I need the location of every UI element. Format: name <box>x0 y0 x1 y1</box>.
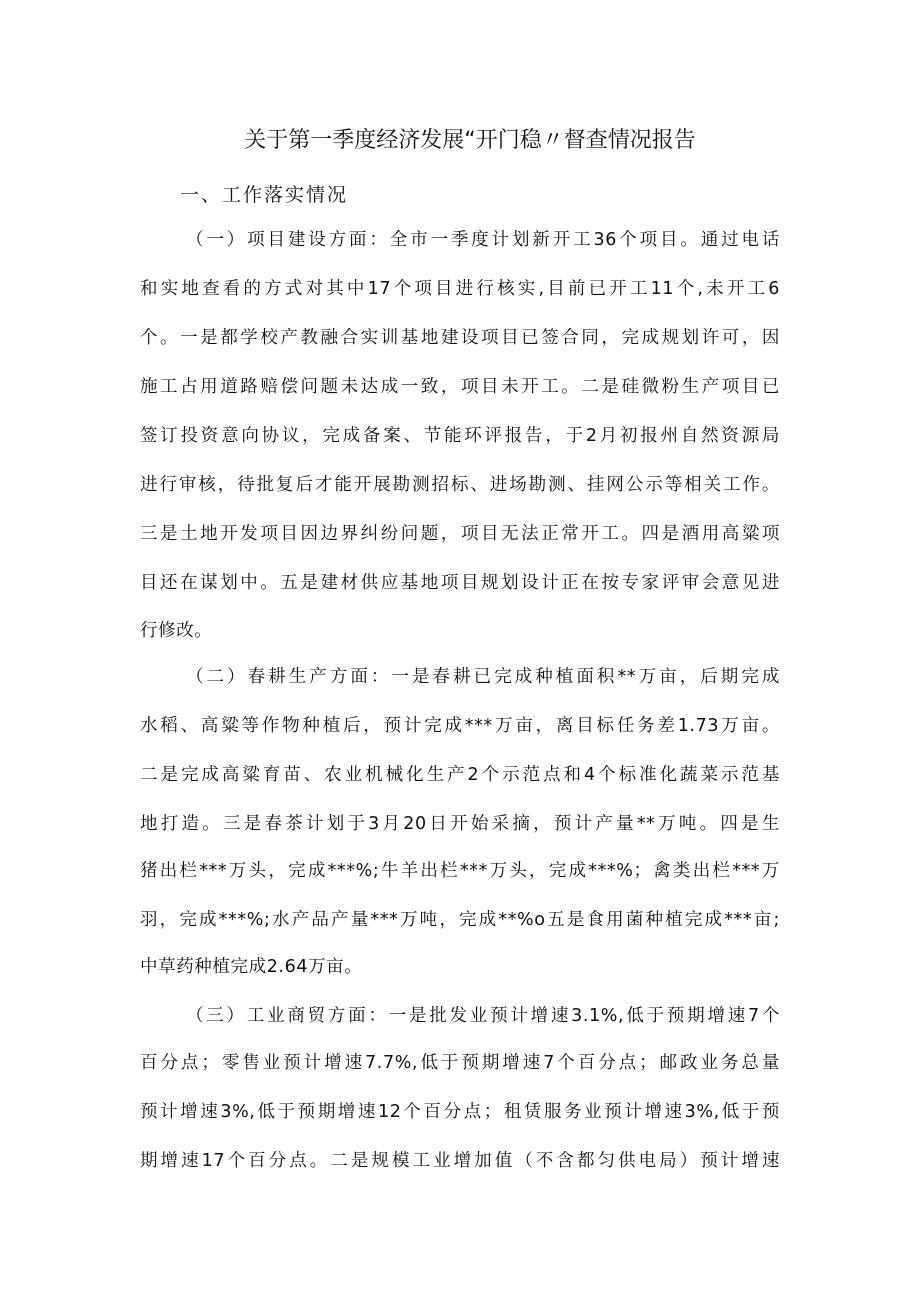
paragraph-line: 二是完成高粱育苗、农业机械化生产2个示范点和4个标准化蔬菜示范基 <box>140 765 780 785</box>
paragraph-line: 期增速17个百分点。二是规模工业增加值（不含都匀供电局）预计增速 <box>140 1151 780 1171</box>
paragraph-line: 目还在谋划中。五是建材供应基地项目规划设计正在按专家评审会意见进 <box>140 573 780 593</box>
paragraph-line: 进行审核，待批复后才能开展勘测招标、进场勘测、挂网公示等相关工作。 <box>140 475 780 495</box>
paragraph-line: （二）春耕生产方面：一是春耕已完成种植面积**万亩，后期完成 <box>186 667 780 687</box>
paragraph-line: 三是土地开发项目因边界纠纷问题，项目无法正常开工。四是酒用高粱项 <box>140 524 780 544</box>
paragraph-line: 和实地查看的方式对其中17个项目进行核实,目前已开工11个,未开工6 <box>140 279 780 299</box>
paragraph-line: （一）项目建设方面：全市一季度计划新开工36个项目。通过电话 <box>186 230 780 250</box>
paragraph-line: 羽，完成***%;水产品产量***万吨，完成**%o五是食用菌种植完成***亩; <box>140 910 780 930</box>
paragraph-line: 施工占用道路赔偿问题未达成一致，项目未开工。二是硅微粉生产项目已 <box>140 377 780 397</box>
paragraph-line: 百分点；零售业预计增速7.7%,低于预期增速7个百分点；邮政业务总量 <box>140 1053 780 1073</box>
paragraph-line: （三）工业商贸方面：一是批发业预计增速3.1%,低于预期增速7个 <box>186 1006 780 1026</box>
document-title: 关于第一季度经济发展“开门稳〃督查情况报告 <box>244 128 696 153</box>
paragraph-line: 中草药种植完成2.64万亩。 <box>140 957 363 977</box>
section-heading: 一、工作落实情况 <box>180 184 349 206</box>
paragraph-line: 水稻、高粱等作物种植后，预计完成***万亩，离目标任务差1.73万亩。 <box>140 716 780 736</box>
paragraph-line: 签订投资意向协议，完成备案、节能环评报告，于2月初报州自然资源局 <box>140 426 780 446</box>
paragraph-line: 个。一是都学校产教融合实训基地建设项目已签合同，完成规划许可，因 <box>140 328 780 348</box>
paragraph-line: 猪出栏***万头，完成***%;牛羊出栏***万头，完成***%；禽类出栏***万 <box>140 861 780 881</box>
paragraph-line: 行修改。 <box>140 621 213 641</box>
paragraph-line: 地打造。三是春茶计划于3月20日开始采摘，预计产量**万吨。四是生 <box>140 814 780 834</box>
paragraph-line: 预计增速3%,低于预期增速12个百分点；租赁服务业预计增速3%,低于预 <box>140 1102 780 1122</box>
